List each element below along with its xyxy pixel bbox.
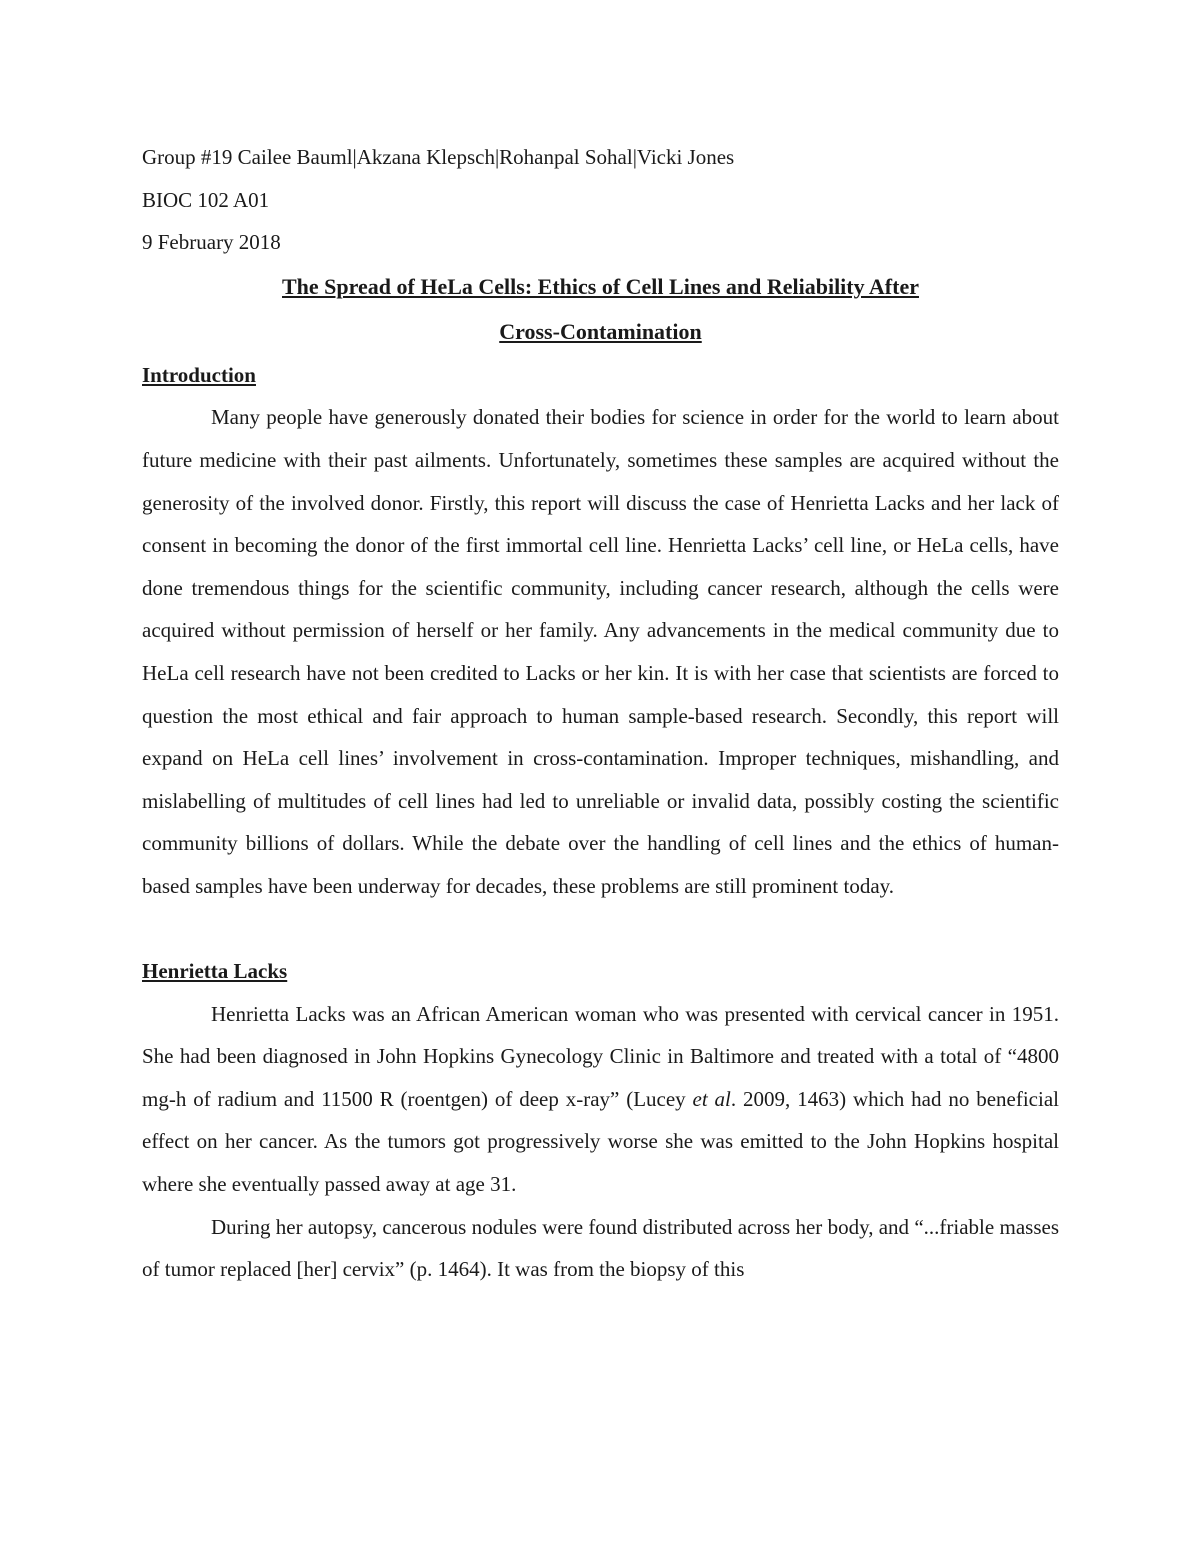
title-line-1: The Spread of HeLa Cells: Ethics of Cell Lines and Reliability After bbox=[282, 273, 919, 299]
introduction-paragraph: Many people have generously donated their bodies for science in order for the world to learn about future medicine with their past ailments. Unfortunately, sometimes these samples are acquired without the generosity of the involved donor. Firstly, this report will discuss the case of Henrietta Lacks and her lack of consent in becoming the donor of the first immortal cell line. Henrietta Lacks’ cell line, or HeLa cells, have done tremendous things for the scientific community, including cancer research, although the cells were acquired without permission of herself or her family. Any advancements in the medical community due to HeLa cell research have not been credited to Lacks or her kin. It is with her case that scientists are forced to question the most ethical and fair approach to human sample-based research. Secondly, this report will expand on HeLa cell lines’ involvement in cross-contamination. Improper techniques, mishandling, and mislabelling of multitudes of cell lines had led to unreliable or invalid data, possibly costing the scientific community billions of dollars. While the debate over the handling of cell lines and the ethics of human-based samples have been underway for decades, these problems are still prominent today. bbox=[142, 405, 1059, 898]
report-date: 9 February 2018 bbox=[142, 230, 281, 255]
group-members-line: Group #19 Cailee Bauml|Akzana Klepsch|Rohanpal Sohal|Vicki Jones bbox=[142, 145, 735, 169]
section-spacer bbox=[142, 908, 1059, 951]
henrietta-lacks-heading: Henrietta Lacks bbox=[142, 959, 288, 984]
introduction-heading: Introduction bbox=[142, 362, 256, 387]
course-code: BIOC 102 A01 bbox=[142, 187, 270, 212]
document-body bbox=[142, 136, 1059, 1291]
henrietta-paragraph-1-text-a: Henrietta Lacks was an African American woman who was presented with cervical cancer in 1951. She had been diagnosed in John Hopkins Gynecology Clinic in Baltimore and treated with a total of “4800 mg-h of radium and 11500 R (roentgen) of deep x-ray” (Lucey bbox=[142, 1001, 1059, 1111]
henrietta-paragraph-1-text-b: . 2009, 1463) which had no beneficial effect on her cancer. As the tumors got progressively worse she was emitted to the John Hopkins hospital where she eventually passed away at age 31. bbox=[142, 1086, 1059, 1197]
et-al-citation: et al bbox=[692, 1086, 731, 1111]
henrietta-paragraph-1 bbox=[142, 993, 1059, 1206]
title-line-2: Cross-Contamination bbox=[499, 318, 702, 344]
henrietta-paragraph-2: During her autopsy, cancerous nodules were found distributed across her body, and “...friable masses of tumor replaced [her] cervix” (p. 1464). It was from the biopsy of this bbox=[142, 1214, 1059, 1282]
